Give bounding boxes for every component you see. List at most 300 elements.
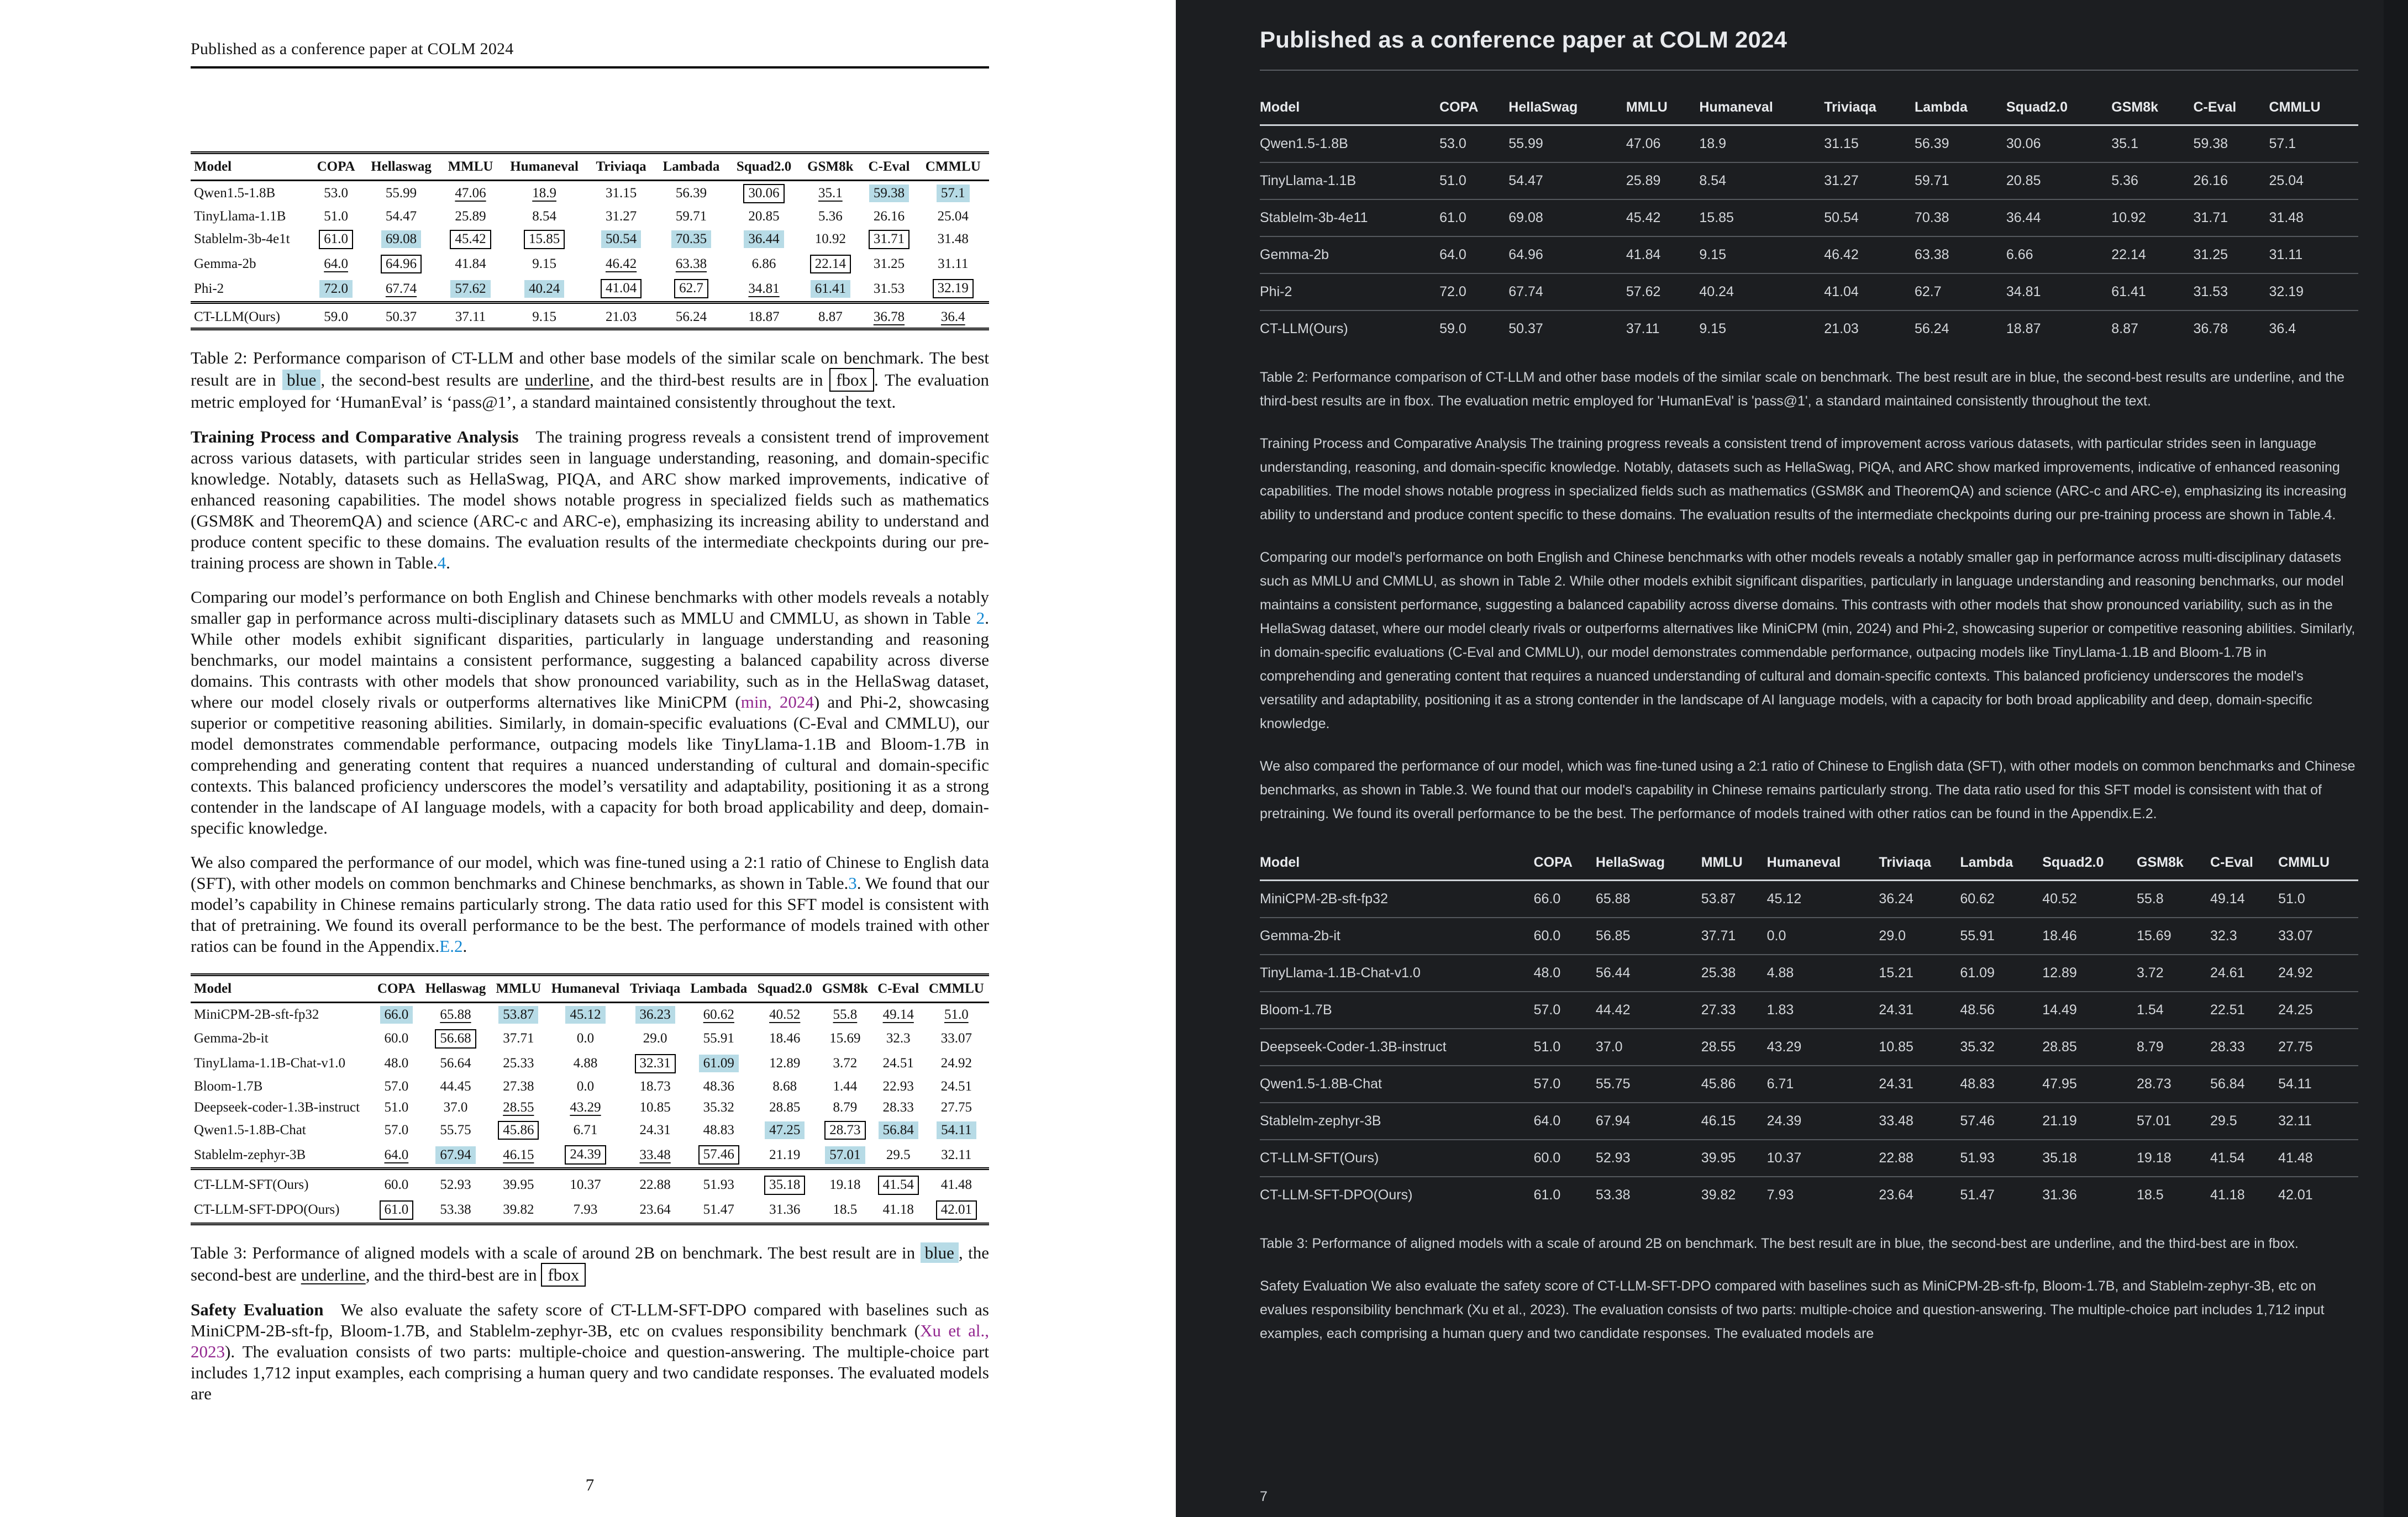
score-cell: 39.82 xyxy=(1701,1187,1736,1203)
score-cell: 56.24 xyxy=(654,303,728,329)
score-cell: 51.0 xyxy=(2278,881,2358,918)
score-cell xyxy=(924,1118,989,1143)
score-cell: 57.0 xyxy=(1534,992,1596,1029)
model-name-cell: CT-LLM-SFT-DPO(Ours) xyxy=(194,1202,340,1218)
score-cell: 24.92 xyxy=(940,1056,972,1071)
score-cell: 36.44 xyxy=(2006,199,2111,236)
score-cell: 33.48 xyxy=(1879,1103,1960,1140)
second-best-score: 55.8 xyxy=(833,1007,858,1022)
third-best-score-box: 35.18 xyxy=(764,1176,805,1195)
text-run: fbox xyxy=(829,368,874,392)
model-name-cell: CT-LLM(Ours) xyxy=(1260,321,1348,336)
score-cell: 48.56 xyxy=(1960,992,2042,1029)
score-cell: 23.64 xyxy=(1879,1187,1913,1203)
table-3 xyxy=(191,973,989,1225)
score-cell xyxy=(752,1118,817,1143)
column-header: CMMLU xyxy=(917,153,989,181)
score-cell: 61.0 xyxy=(1533,1187,1561,1203)
header-rule xyxy=(191,66,989,69)
score-cell xyxy=(917,181,989,206)
citation-link[interactable]: Xu et al., 2023 xyxy=(191,1320,989,1361)
second-best-score: 49.14 xyxy=(882,1007,914,1022)
second-best-score: 43.29 xyxy=(570,1099,601,1115)
score-cell: 54.47 xyxy=(385,208,417,224)
score-cell: 56.39 xyxy=(675,186,707,201)
score-cell: 1.54 xyxy=(2137,992,2210,1029)
table-2 xyxy=(191,151,989,330)
best-score-highlight: 57.01 xyxy=(825,1146,865,1164)
table-row xyxy=(1260,1029,2358,1066)
score-cell: 56.24 xyxy=(1915,321,1949,336)
score-cell xyxy=(625,1003,685,1027)
column-header: Triviaqa xyxy=(588,153,654,181)
score-cell: 60.0 xyxy=(384,1031,409,1046)
table-row xyxy=(1260,992,2358,1029)
column-header: C-Eval xyxy=(861,153,917,181)
column-header: Triviaqa xyxy=(625,975,685,1003)
score-cell: 53.0 xyxy=(1439,125,1508,163)
text-run: fbox xyxy=(541,1263,586,1287)
score-cell: 51.93 xyxy=(1960,1140,2042,1177)
score-cell xyxy=(373,1003,420,1027)
column-header: MMLU xyxy=(1701,846,1767,881)
second-best-score: 28.55 xyxy=(503,1099,534,1115)
column-header: C-Eval xyxy=(2210,846,2278,881)
score-cell xyxy=(800,276,861,302)
column-header: COPA xyxy=(310,153,362,181)
column-header: CMMLU xyxy=(924,975,989,1003)
column-header: Lambda xyxy=(1915,91,2006,125)
score-cell: 50.37 xyxy=(362,303,440,329)
third-best-score-box: 32.31 xyxy=(635,1054,676,1073)
paragraph-training-process-dark: Training Process and Comparative Analysis The training progress reveals a consistent trend of improvement across various datasets, with particular strides seen in language understanding, reasoning, and domain-specific knowledge. Notably, datasets such as HellaSwag, PiQA, and ARC show marked improvements, indicative of enhanced reasoning capabilities. The model shows notable progress in specialized fields such as mathematics (GSM8K and TheoremQA) and science (ARC-c and ARC-e), emphasizing its increasing ability to understand and produce content specific to these domains. The evaluation results of the intermediate checkpoints during our pre-training process are shown in Table.4. xyxy=(1260,436,2347,523)
table-row xyxy=(1260,1103,2358,1140)
score-cell: 31.27 xyxy=(1824,162,1915,199)
score-cell: 64.0 xyxy=(1534,1103,1596,1140)
second-best-score: 36.4 xyxy=(940,309,965,324)
text-run: underline xyxy=(301,1265,366,1284)
score-cell: 37.71 xyxy=(503,1031,534,1046)
table-row xyxy=(1260,236,2358,273)
score-cell: 57.0 xyxy=(1534,1066,1596,1103)
score-cell: 8.54 xyxy=(532,208,556,224)
score-cell xyxy=(420,1003,491,1027)
score-cell xyxy=(588,227,654,252)
second-best-score: 64.0 xyxy=(384,1147,409,1162)
score-cell: 22.14 xyxy=(2111,236,2193,273)
best-score-highlight: 61.09 xyxy=(699,1055,739,1072)
score-cell: 55.99 xyxy=(1508,125,1626,163)
score-cell: 57.46 xyxy=(1960,1103,2042,1140)
score-cell xyxy=(373,1198,420,1224)
score-cell: 29.0 xyxy=(643,1031,667,1046)
score-cell: 47.06 xyxy=(1626,125,1700,163)
text-run: Safety Evaluation xyxy=(191,1299,324,1319)
score-cell xyxy=(800,252,861,277)
score-cell: 53.0 xyxy=(324,186,348,201)
third-best-score-box: 41.54 xyxy=(878,1176,919,1195)
table-row xyxy=(191,206,989,227)
score-cell: 51.0 xyxy=(1439,162,1508,199)
second-best-score: 60.62 xyxy=(703,1007,734,1022)
score-cell xyxy=(685,1142,752,1168)
table-row xyxy=(191,1026,989,1051)
model-name-cell: Qwen1.5-1.8B-Chat xyxy=(194,1122,306,1137)
score-cell: 55.75 xyxy=(440,1122,471,1137)
score-cell xyxy=(924,1003,989,1027)
score-cell xyxy=(491,1003,546,1027)
score-cell: 48.36 xyxy=(703,1078,734,1094)
text-run: underline xyxy=(524,370,590,389)
text-run: . The evaluation metric employed for ‘HumanEval’ is ‘pass@1’, a standard maintained consistently throughout the text. xyxy=(191,370,989,412)
third-best-score-box: 64.96 xyxy=(381,255,422,274)
score-cell: 32.11 xyxy=(2278,1103,2358,1140)
score-cell: 35.18 xyxy=(2042,1140,2137,1177)
best-score-highlight: 47.25 xyxy=(765,1121,805,1139)
score-cell: 70.38 xyxy=(1915,199,2006,236)
score-cell: 0.0 xyxy=(576,1031,595,1046)
third-best-score-box: 32.19 xyxy=(933,279,974,298)
score-cell: 7.93 xyxy=(573,1202,598,1218)
table-row xyxy=(1260,199,2358,236)
score-cell: 7.93 xyxy=(1766,1187,1794,1203)
score-cell: 59.0 xyxy=(1439,321,1466,336)
score-cell: 0.0 xyxy=(576,1078,595,1094)
score-cell xyxy=(654,276,728,302)
score-cell: 69.08 xyxy=(1508,199,1626,236)
score-cell xyxy=(800,181,861,206)
column-header: Model xyxy=(1260,91,1439,125)
best-score-highlight: 56.84 xyxy=(879,1121,918,1139)
score-cell: 52.93 xyxy=(420,1169,491,1198)
column-header: MMLU xyxy=(440,153,501,181)
second-best-score: 46.42 xyxy=(605,256,637,271)
score-cell: 32.3 xyxy=(886,1031,911,1046)
score-cell: 24.39 xyxy=(1767,1103,1879,1140)
column-header: Model xyxy=(1260,846,1534,881)
score-cell: 56.84 xyxy=(2210,1066,2278,1103)
score-cell: 31.36 xyxy=(2042,1187,2077,1203)
text-run: blue xyxy=(921,1242,959,1263)
score-cell: 51.47 xyxy=(1960,1187,1995,1203)
model-name-cell: Qwen1.5-1.8B-Chat xyxy=(1260,1066,1534,1103)
score-cell: 15.85 xyxy=(1699,199,1824,236)
score-cell: 41.54 xyxy=(2210,1140,2278,1177)
score-cell: 37.11 xyxy=(440,303,501,329)
second-best-score: 47.06 xyxy=(455,186,486,201)
third-best-score-box: 56.68 xyxy=(435,1029,476,1049)
model-name-cell: Bloom-1.7B xyxy=(1260,992,1534,1029)
score-cell: 8.68 xyxy=(772,1078,797,1094)
benchmark-table xyxy=(1260,91,2358,347)
paragraph-sft-comparison xyxy=(191,852,989,957)
ref-link[interactable]: 4 xyxy=(437,553,446,572)
best-score-highlight: 67.94 xyxy=(435,1146,475,1164)
score-cell: 31.27 xyxy=(605,208,637,224)
score-cell: 28.85 xyxy=(769,1099,801,1115)
score-cell: 57.1 xyxy=(2269,125,2358,163)
table-row xyxy=(191,1169,989,1198)
score-cell: 8.87 xyxy=(2111,321,2138,336)
score-cell: 6.66 xyxy=(2006,236,2111,273)
score-cell xyxy=(440,276,501,302)
score-cell: 4.88 xyxy=(1767,955,1879,992)
score-cell: 8.79 xyxy=(833,1099,858,1115)
score-cell xyxy=(625,1142,685,1168)
score-cell: 65.88 xyxy=(1596,881,1701,918)
table-row xyxy=(191,1076,989,1097)
score-cell: 48.0 xyxy=(1534,955,1596,992)
score-cell xyxy=(873,1003,924,1027)
third-best-score-box: 28.73 xyxy=(824,1121,865,1140)
score-cell: 55.8 xyxy=(2137,881,2210,918)
score-cell: 41.18 xyxy=(2210,1187,2245,1203)
score-cell: 48.83 xyxy=(1960,1066,2042,1103)
header-rule xyxy=(1260,70,2358,71)
score-cell: 19.18 xyxy=(2137,1140,2210,1177)
score-cell: 21.03 xyxy=(1824,321,1859,336)
citation-link[interactable]: min, 2024 xyxy=(740,692,814,712)
score-cell: 4.88 xyxy=(573,1056,598,1071)
score-cell: 28.55 xyxy=(1701,1029,1767,1066)
score-cell: 5.36 xyxy=(818,208,843,224)
model-name-cell: CT-LLM-SFT(Ours) xyxy=(1260,1140,1534,1177)
score-cell xyxy=(420,1142,491,1168)
text-run: . We found that our model’s capability in Chinese remains particularly strong. The data ratio used for this SFT model is consistent with that of pretraining. We found its overall performance to be the best. The performance of models trained with other ratios can be found in the Appendix. xyxy=(191,873,990,956)
score-cell: 37.0 xyxy=(1596,1029,1701,1066)
ref-link[interactable]: 2 xyxy=(976,608,985,628)
score-cell: 10.37 xyxy=(546,1169,625,1198)
score-cell: 22.93 xyxy=(882,1078,914,1094)
column-header: Lambada xyxy=(654,153,728,181)
score-cell: 31.15 xyxy=(605,186,637,201)
column-header: Squad2.0 xyxy=(2006,91,2111,125)
score-cell: 18.5 xyxy=(2137,1187,2164,1203)
score-cell: 28.85 xyxy=(2042,1029,2137,1066)
column-header: COPA xyxy=(1439,91,1508,125)
column-header: Triviaqa xyxy=(1824,91,1915,125)
score-cell: 61.41 xyxy=(2111,273,2193,310)
column-header: Model xyxy=(191,153,310,181)
scrollbar-track[interactable] xyxy=(2384,0,2408,1517)
score-cell: 59.0 xyxy=(310,303,362,329)
table-row xyxy=(191,181,989,206)
score-cell xyxy=(817,1118,873,1143)
best-score-highlight: 61.41 xyxy=(811,280,850,298)
score-cell: 33.07 xyxy=(2278,918,2358,955)
score-cell xyxy=(362,276,440,302)
score-cell xyxy=(873,1118,924,1143)
score-cell: 59.71 xyxy=(675,208,707,224)
table-row xyxy=(1260,162,2358,199)
score-cell xyxy=(728,181,800,206)
paragraph-safety-evaluation xyxy=(191,1299,989,1404)
model-name-cell: TinyLlama-1.1B xyxy=(1260,162,1439,199)
score-cell: 18.5 xyxy=(833,1202,858,1218)
page-number: 7 xyxy=(1260,1489,1268,1504)
score-cell: 10.92 xyxy=(2111,199,2193,236)
score-cell xyxy=(362,227,440,252)
score-cell: 67.74 xyxy=(1508,273,1626,310)
table-row xyxy=(1260,273,2358,310)
score-cell: 3.72 xyxy=(833,1056,858,1071)
score-cell: 53.38 xyxy=(440,1202,471,1218)
score-cell: 55.91 xyxy=(1960,918,2042,955)
score-cell: 6.71 xyxy=(573,1122,598,1137)
score-cell xyxy=(373,1142,420,1168)
score-cell: 57.62 xyxy=(1626,273,1700,310)
score-cell: 46.42 xyxy=(1824,236,1915,273)
score-cell: 18.73 xyxy=(639,1078,671,1094)
score-cell: 29.5 xyxy=(886,1147,911,1162)
score-cell: 10.37 xyxy=(1767,1140,1879,1177)
second-best-score: 64.0 xyxy=(324,256,348,271)
score-cell: 42.01 xyxy=(2278,1187,2313,1203)
score-cell: 60.0 xyxy=(1534,1140,1596,1177)
table-3-caption xyxy=(191,1242,989,1286)
score-cell: 51.93 xyxy=(685,1169,752,1198)
score-cell: 24.92 xyxy=(2278,955,2358,992)
model-name-cell: Deepseek-coder-1.3B-instruct xyxy=(194,1099,360,1115)
column-header: CMMLU xyxy=(2269,91,2358,125)
score-cell xyxy=(501,227,588,252)
table-row xyxy=(191,1198,989,1224)
second-best-score: 63.38 xyxy=(675,256,707,271)
score-cell: 26.16 xyxy=(873,208,905,224)
column-header: MMLU xyxy=(491,975,546,1003)
score-cell: 63.38 xyxy=(1915,236,2006,273)
paragraph-safety-evaluation-dark: Safety Evaluation We also evaluate the safety score of CT-LLM-SFT-DPO compared with baselines such as MiniCPM-2B-sft-fp, Bloom-1.7B, and Stablelm-zephyr-3B, etc on evalues responsibility benchmark (Xu et al., 2023). The evaluation consists of two parts: multiple-choice and question-answering. The multiple-choice part includes 1,712 input examples, each comprising a human query and two candidate responses. The evaluated models are xyxy=(1260,1278,2325,1341)
score-cell: 51.0 xyxy=(1534,1029,1596,1066)
column-header: HellaSwag xyxy=(1508,91,1626,125)
third-best-score-box: 57.46 xyxy=(698,1145,739,1165)
score-cell: 10.85 xyxy=(639,1099,671,1115)
score-cell: 56.44 xyxy=(1596,955,1701,992)
second-best-score: 51.0 xyxy=(944,1007,969,1022)
second-best-score: 67.74 xyxy=(385,281,417,296)
score-cell: 40.52 xyxy=(2042,881,2137,918)
score-cell: 41.48 xyxy=(924,1169,989,1198)
score-cell: 31.53 xyxy=(873,281,905,296)
score-cell: 25.04 xyxy=(2269,162,2358,199)
score-cell: 27.33 xyxy=(1701,992,1767,1029)
score-cell: 67.94 xyxy=(1596,1103,1701,1140)
score-cell: 37.71 xyxy=(1701,918,1767,955)
score-cell: 10.85 xyxy=(1879,1029,1960,1066)
score-cell: 39.82 xyxy=(503,1202,534,1218)
column-header: Squad2.0 xyxy=(728,153,800,181)
score-cell xyxy=(728,227,800,252)
text-run: , the second-best are xyxy=(191,1242,989,1284)
score-cell: 24.31 xyxy=(1879,992,1960,1029)
column-header: Hellaswag xyxy=(362,153,440,181)
best-score-highlight: 66.0 xyxy=(380,1006,413,1024)
score-cell: 28.73 xyxy=(2137,1066,2210,1103)
best-score-highlight: 57.62 xyxy=(450,280,490,298)
score-cell: 29.5 xyxy=(2210,1103,2278,1140)
score-cell: 48.0 xyxy=(384,1056,409,1071)
best-score-highlight: 72.0 xyxy=(319,280,353,298)
table-row xyxy=(1260,881,2358,918)
score-cell: 1.44 xyxy=(833,1078,858,1094)
score-cell xyxy=(924,1198,989,1224)
ref-link[interactable]: E.2 xyxy=(439,936,463,956)
score-cell xyxy=(420,1026,491,1051)
model-name-cell: Phi-2 xyxy=(1260,273,1439,310)
score-cell: 62.7 xyxy=(1915,273,2006,310)
text-run: , and the third-best results are in xyxy=(589,370,830,389)
score-cell xyxy=(362,252,440,277)
best-score-highlight: 40.24 xyxy=(524,280,564,298)
score-cell: 66.0 xyxy=(1534,881,1596,918)
model-name-cell: TinyLlama-1.1B-Chat-v1.0 xyxy=(194,1056,346,1071)
second-best-score: 36.78 xyxy=(873,309,905,324)
text-run: , and the third-best are in xyxy=(365,1265,541,1284)
column-header: Lambda xyxy=(1960,846,2042,881)
score-cell: 6.86 xyxy=(751,256,776,271)
score-cell: 32.11 xyxy=(941,1147,972,1162)
score-cell: 15.21 xyxy=(1879,955,1960,992)
table-row xyxy=(191,1097,989,1118)
model-name-cell: CT-LLM(Ours) xyxy=(191,303,310,329)
score-cell: 57.0 xyxy=(384,1122,409,1137)
best-score-highlight: 45.12 xyxy=(565,1006,605,1024)
table-row xyxy=(191,303,989,329)
score-cell: 45.86 xyxy=(1701,1066,1767,1103)
text-run: We also evaluate the safety score of CT-LLM-SFT-DPO compared with baselines such as MiniCPM-2B-sft-fp, Bloom-1.7B, and Stablelm-zephyr-3B, etc on cvalues responsibility benchmark ( xyxy=(191,1299,989,1340)
column-header: Squad2.0 xyxy=(752,975,817,1003)
score-cell: 21.03 xyxy=(588,303,654,329)
score-cell: 50.37 xyxy=(1508,321,1543,336)
score-cell: 41.18 xyxy=(882,1202,914,1218)
column-header: GSM8k xyxy=(817,975,873,1003)
score-cell: 50.54 xyxy=(1824,199,1915,236)
score-cell xyxy=(546,1142,625,1168)
model-name-cell: Gemma-2b xyxy=(194,256,256,271)
text-run: We also compared the performance of our model, which was fine-tuned using a 2:1 ratio of Chinese to English data (SFT), with other models on common benchmarks and Chinese benchmarks, as shown in Table. xyxy=(191,852,989,893)
ref-link[interactable]: 3 xyxy=(848,873,857,893)
running-header: Published as a conference paper at COLM 2024 xyxy=(191,40,514,58)
score-cell: 44.42 xyxy=(1596,992,1701,1029)
score-cell: 24.61 xyxy=(2210,955,2278,992)
paragraph-training-process xyxy=(191,426,989,573)
score-cell: 36.24 xyxy=(1879,881,1960,918)
third-best-score-box: 15.85 xyxy=(524,230,565,249)
score-cell: 27.75 xyxy=(2278,1029,2358,1066)
score-cell: 31.36 xyxy=(769,1202,801,1218)
column-header: Triviaqa xyxy=(1879,846,1960,881)
score-cell: 60.0 xyxy=(373,1169,420,1198)
score-cell xyxy=(917,303,989,329)
score-cell: 35.32 xyxy=(703,1099,734,1115)
score-cell xyxy=(440,181,501,206)
best-score-highlight: 69.08 xyxy=(381,230,421,248)
score-cell: 24.31 xyxy=(1879,1066,1960,1103)
table-2-caption-dark: Table 2: Performance comparison of CT-LLM and other base models of the similar scale on benchmark. The best result are in blue, the second-best results are underline, and the third-best results are in fbox. The evaluation metric employed for 'HumanEval' is 'pass@1', a standard maintained consistently throughout the text. xyxy=(1260,370,2345,409)
text-run: blue xyxy=(282,370,320,390)
score-cell: 53.38 xyxy=(1595,1187,1631,1203)
score-cell xyxy=(654,252,728,277)
score-cell: 3.72 xyxy=(2137,955,2210,992)
score-cell: 31.48 xyxy=(937,231,969,247)
column-header: GSM8k xyxy=(2111,91,2193,125)
model-name-cell: Stablelm-3b-4e1t xyxy=(194,231,290,247)
score-cell: 9.15 xyxy=(532,256,556,271)
table-row xyxy=(191,1051,989,1076)
score-cell: 33.07 xyxy=(940,1031,972,1046)
second-best-score: 18.9 xyxy=(532,186,556,201)
paragraph-benchmark-comparison xyxy=(191,587,989,839)
